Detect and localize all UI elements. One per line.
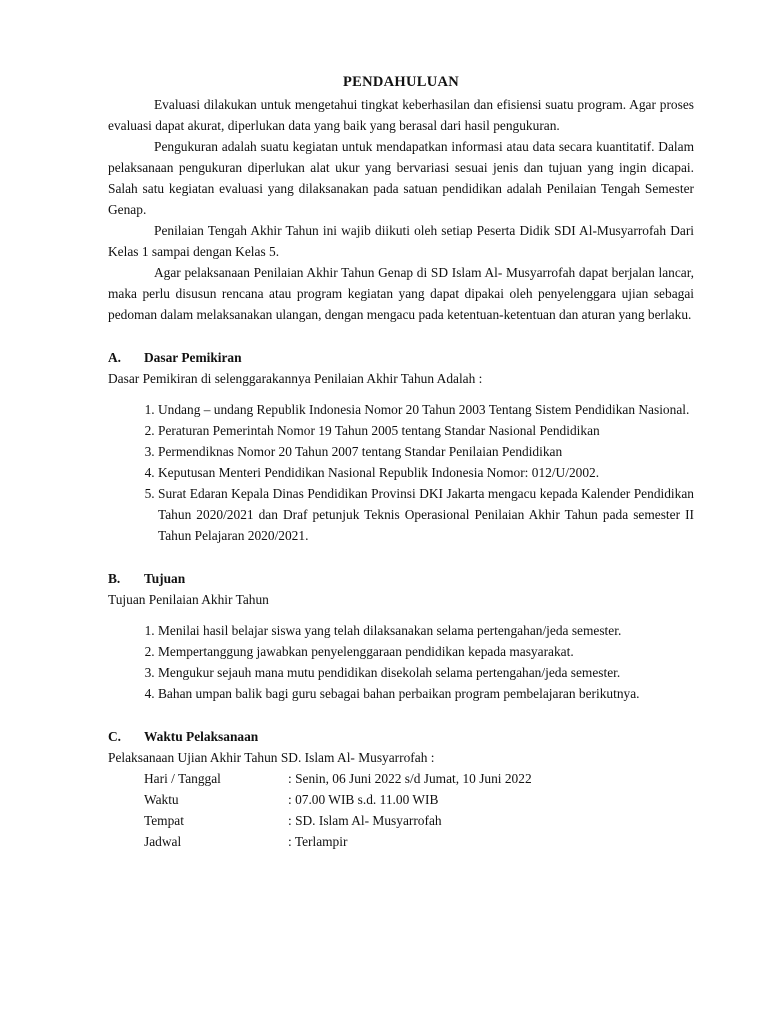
schedule-key: Waktu bbox=[144, 792, 179, 807]
schedule-row bbox=[144, 810, 694, 831]
section-title: Waktu Pelaksanaan bbox=[144, 729, 259, 744]
section-intro: Dasar Pemikiran di selenggarakannya Penilaian Akhir Tahun Adalah : bbox=[108, 371, 483, 386]
schedule-key: Jadwal bbox=[144, 834, 182, 849]
schedule-value: : SD. Islam Al- Musyarrofah bbox=[288, 813, 442, 828]
section-title: Dasar Pemikiran bbox=[144, 350, 242, 365]
intro-paragraph: Penilaian Tengah Akhir Tahun ini wajib diikuti oleh setiap Peserta Didik SDI Al-Musyarrofah Dari Kelas 1 sampai dengan Kelas 5. bbox=[108, 223, 694, 259]
section-a-heading bbox=[108, 347, 694, 368]
schedule-value: : 07.00 WIB s.d. 11.00 WIB bbox=[288, 792, 439, 807]
schedule-key: Hari / Tanggal bbox=[144, 771, 221, 786]
section-a-list bbox=[108, 399, 694, 546]
section-intro: Pelaksanaan Ujian Akhir Tahun SD. Islam Al- Musyarrofah : bbox=[108, 750, 435, 765]
section-letter: C. bbox=[108, 729, 122, 744]
intro-paragraph: Agar pelaksanaan Penilaian Akhir Tahun Genap di SD Islam Al- Musyarrofah dapat berjalan lancar, maka perlu disusun rencana atau program kegiatan yang dapat dipakai oleh penyelenggara ujian sebagai pedoman dalam melaksanakan ulangan, dengan mengacu pada ketentuan-ketentuan dan aturan yang berlaku. bbox=[108, 265, 694, 322]
schedule-key: Tempat bbox=[144, 813, 184, 828]
list-item: 1. Undang – undang Republik Indonesia Nomor 20 Tahun 2003 Tentang Sistem Pendidikan Nasional. bbox=[158, 399, 694, 420]
list-item: 2. Mempertanggung jawabkan penyelenggaraan pendidikan kepada masyarakat. bbox=[158, 641, 694, 662]
list-item: 4. Bahan umpan balik bagi guru sebagai bahan perbaikan program pembelajaran berikutnya. bbox=[158, 683, 694, 704]
document-title: PENDAHULUAN bbox=[342, 74, 460, 90]
intro-paragraph: Evaluasi dilakukan untuk mengetahui tingkat keberhasilan dan efisiensi suatu program. Agar proses evaluasi dapat akurat, diperlukan data yang baik yang berasal dari hasil pengukuran. bbox=[108, 97, 694, 133]
schedule-row bbox=[144, 789, 694, 810]
section-b-heading bbox=[108, 568, 694, 589]
list-item: 4. Keputusan Menteri Pendidikan Nasional Republik Indonesia Nomor: 012/U/2002. bbox=[158, 462, 694, 483]
section-letter: B. bbox=[108, 571, 121, 586]
section-letter: A. bbox=[108, 350, 122, 365]
section-title: Tujuan bbox=[144, 571, 186, 586]
list-item: 3. Permendiknas Nomor 20 Tahun 2007 tentang Standar Penilaian Pendidikan bbox=[158, 441, 694, 462]
section-b-list bbox=[108, 620, 694, 704]
section-intro: Tujuan Penilaian Akhir Tahun bbox=[108, 592, 269, 607]
schedule-value: : Terlampir bbox=[288, 834, 348, 849]
section-c-heading bbox=[108, 726, 694, 747]
list-item: 3. Mengukur sejauh mana mutu pendidikan disekolah selama pertengahan/jeda semester. bbox=[158, 662, 694, 683]
intro-paragraph: Pengukuran adalah suatu kegiatan untuk mendapatkan informasi atau data secara kuantitatif. Dalam pelaksanaan pengukuran diperlukan alat ukur yang bervariasi sesuai jenis dan tujuan yang ingin dicapai. Salah satu kegiatan evaluasi yang dilaksanakan pada satuan pendidikan adalah Penilaian Tengah Semester Genap. bbox=[108, 139, 694, 217]
schedule-value: : Senin, 06 Juni 2022 s/d Jumat, 10 Juni 2022 bbox=[288, 771, 532, 786]
schedule-table bbox=[108, 768, 694, 852]
list-item: 2. Peraturan Pemerintah Nomor 19 Tahun 2005 tentang Standar Nasional Pendidikan bbox=[158, 420, 694, 441]
schedule-row bbox=[144, 768, 694, 789]
schedule-row bbox=[144, 831, 694, 852]
list-item: 1. Menilai hasil belajar siswa yang telah dilaksanakan selama pertengahan/jeda semester. bbox=[158, 620, 694, 641]
list-item: 5. Surat Edaran Kepala Dinas Pendidikan Provinsi DKI Jakarta mengacu kepada Kalender Pendidikan Tahun 2020/2021 dan Draf petunjuk Teknis Operasional Penilaian Akhir Tahun pada semester II Tahun Pelajaran 2020/2021. bbox=[158, 483, 694, 546]
